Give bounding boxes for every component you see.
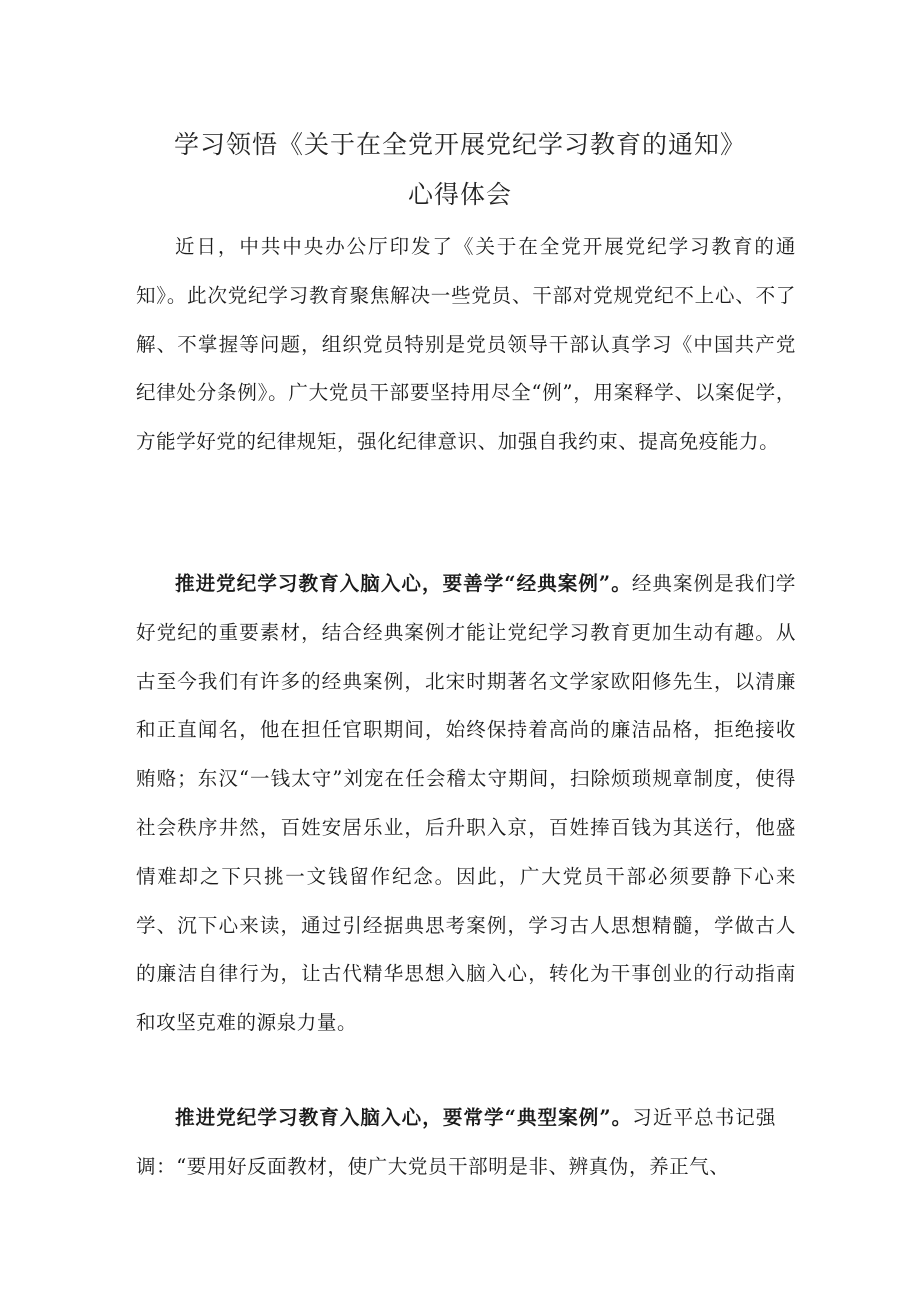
paragraph-intro-body: 近日，中共中央办公厅印发了《关于在全党开展党纪学习教育的通知》。此次党纪学习教育聚焦解决一些党员、干部对党规党纪不上心、不了解、不掌握等问题，组织党员特别是党员领导干部认真学习《中国共产党纪律处分条例》。广大党员干部要坚持用尽全“例”，用案释学、以案促学，方能学好党的纪律规矩，强化纪律意识、加强自我约束、提高免疫能力。 bbox=[136, 235, 796, 454]
paragraph-classic-cases-body: 经典案例是我们学好党纪的重要素材，结合经典案例才能让党纪学习教育更加生动有趣。从古至今我们有许多的经典案例，北宋时期著名文学家欧阳修先生，以清廉和正直闻名，他在担任官职期间，始终保持着高尚的廉洁品格，拒绝接收贿赂；东汉“一钱太守”刘宠在任会稽太守期间，扫除烦琐规章制度，使得社会秩序井然，百姓安居乐业，后升职入京，百姓捧百钱为其送行，他盛情难却之下只挑一文钱留作纪念。因此，广大党员干部必须要静下心来学、沉下心来读，通过引经据典思考案例，学习古人思想精髓，学做古人的廉洁自律行为，让古代精华思想入脑入心，转化为干事创业的行动指南和攻坚克难的源泉力量。 bbox=[136, 572, 797, 1035]
document-title-line-1: 学习领悟《关于在全党开展党纪学习教育的通知》 bbox=[173, 130, 746, 159]
paragraph-intro bbox=[136, 223, 796, 467]
paragraph-classic-cases-lead: 推进党纪学习教育入脑入心，要善学“经典案例”。 bbox=[175, 572, 632, 595]
document-title-line-2: 心得体会 bbox=[407, 180, 512, 209]
paragraph-typical-cases-lead: 推进党纪学习教育入脑入心，要常学“典型案例”。 bbox=[175, 1106, 633, 1129]
paragraph-typical-cases bbox=[136, 1094, 776, 1192]
paragraph-classic-cases bbox=[136, 560, 796, 1048]
paragraph-typical-cases-body: 习近平总书记强调：“要用好反面教材，使广大党员干部明是非、辨真伪，养正气、 bbox=[136, 1106, 777, 1178]
